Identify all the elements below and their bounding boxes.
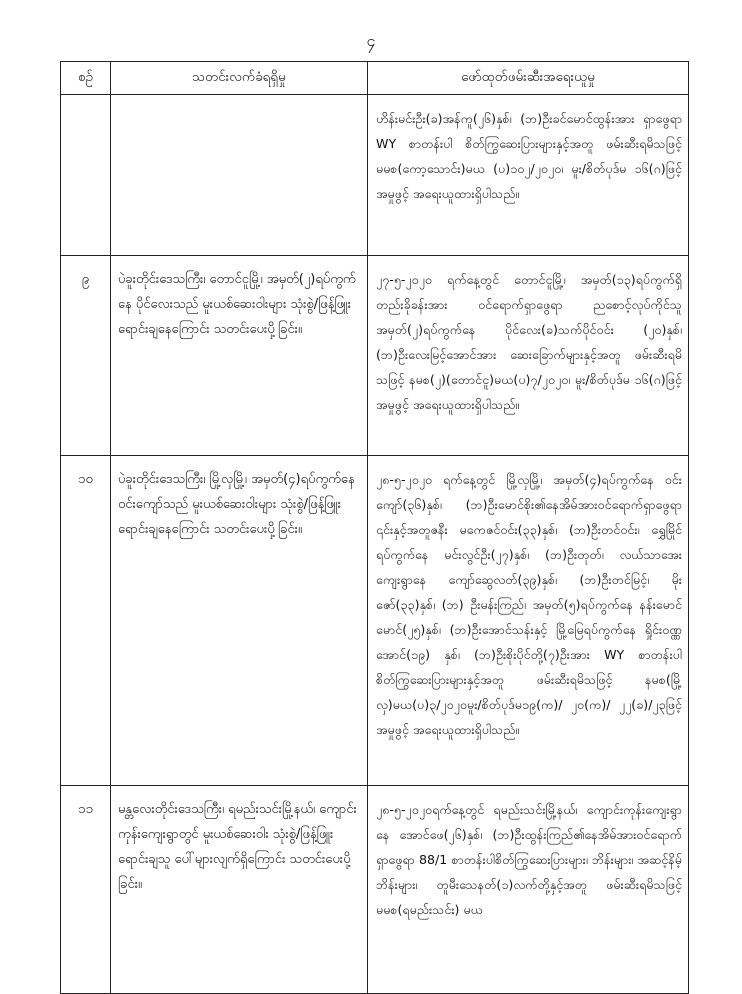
- header-no: စဉ်: [61, 62, 111, 95]
- row-action: ဟိန်းမင်းဦး(ခ)အန်ကူ(၂၆)နှစ်၊ (ဘ)ဦးခင်မောင်ထွန်းအား ရှာဖွေရာ WY စာတန်းပါ စိတ်ကြွဆေးပြားများနှင့်အတူ ဖမ်းဆီးရမိသဖြင့် မမစ(ကော့သောင်း)မယ (ပ)၁၀၂/၂၀၂၀၊ မူး/စိတ်ပုဒ်မ ၁၆(ဂ)ဖြင့် အမှုဖွင့် အရေးယူထားရှိပါသည်။: [368, 95, 689, 256]
- table-row: [61, 786, 689, 994]
- row-number: ၁၀: [61, 456, 111, 786]
- header-subject: သတင်းလက်ခံရရှိမှု: [111, 62, 368, 95]
- header-action: ဖော်ထုတ်ဖမ်းဆီးအရေးယူမှု: [368, 62, 689, 95]
- row-action: ၂၈-၅-၂၀၂၀ရက်နေ့တွင် ရမည်းသင်းမြို့နယ်၊ ကျောင်းကုန်းကျေးရွာနေ အောင်ဖေ(၂၆)နှစ်၊ (ဘ)ဦးထွန်းကြည်၏နေအိမ်အားဝင်ရောက်ရှာဖွေရာ 88/1 စာတန်းပါစိတ်ကြွဆေးပြားများ၊ ဘိန်းများ၊ အဆင့်နိမ့်ဘိန်းများ၊ တူမီးသေနတ်(၁)လက်တို့နှင့်အတူ ဖမ်းဆီးရမိသဖြင့် မမစ(ရမည်းသင်း) မယ: [368, 786, 689, 994]
- page-number: ၄: [366, 31, 376, 50]
- table-row: [61, 456, 689, 786]
- row-number: [61, 95, 111, 256]
- row-subject: ပဲခူးတိုင်းဒေသကြီး၊ တောင်ငူမြို့၊ အမှတ်(၂)ရပ်ကွက်နေ ပိုင်လေးသည် မူးယစ်ဆေးဝါးများ သုံးစွဲ/ဖြန့်ဖြူးရောင်းချနေကြောင်း သတင်းပေးပို့ခြင်း။: [111, 256, 368, 456]
- table-header: [61, 62, 689, 95]
- table-row: [61, 95, 689, 256]
- row-subject: မန္တလေးတိုင်းဒေသကြီး၊ ရမည်းသင်းမြို့နယ်၊ ကျောင်းကုန်းကျေးရွာတွင် မူးယစ်ဆေးဝါး သုံးစွဲ/ဖြန့်ဖြူးရောင်းချသူ ပေါ်များလျက်ရှိကြောင်း သတင်းပေးပို့ခြင်း။: [111, 786, 368, 994]
- row-subject: [111, 95, 368, 256]
- row-subject: ပဲခူးတိုင်းဒေသကြီး၊ မြို့လှမြို့၊ အမှတ်(၄)ရပ်ကွက်နေ ဝင်းကျော်သည် မူးယစ်ဆေးဝါးများ သုံးစွဲ/ဖြန့်ဖြူးရောင်းချနေကြောင်း သတင်းပေးပို့ခြင်း။: [111, 456, 368, 786]
- report-table: [60, 61, 689, 994]
- row-number: ၉: [61, 256, 111, 456]
- row-action: ၂၇-၅-၂၀၂၀ ရက်နေ့တွင် တောင်ငူမြို့၊ အမှတ်(၁၃)ရပ်ကွက်ရှိ တည်းခိုခန်းအား ဝင်ရောက်ရှာဖွေရာ ညစောင့်လုပ်ကိုင်သူ အမှတ်(၂)ရပ်ကွက်နေ ပိုင်လေး(ခ)သက်ပိုင်ဝင်း (၂၀)နှစ်၊ (ဘ)ဦးလေးမြင့်အောင်အား ဆေးခြောက်များနှင့်အတူ ဖမ်းဆီးရမိသဖြင့် နမစ(၂)(တောင်ငူ)မယ(ပ)၇/၂၀၂၀၊ မူး/စိတ်ပုဒ်မ ၁၆(ဂ)ဖြင့် အမှုဖွင့် အရေးယူထားရှိပါသည်။: [368, 256, 689, 456]
- table-row: [61, 256, 689, 456]
- row-action: ၂၈-၅-၂၀၂၀ ရက်နေ့တွင် မြို့လှမြို့၊ အမှတ်(၄)ရပ်ကွက်နေ ဝင်းကျော်(၃၆)နှစ်၊ (ဘ)ဦးမောင်စိုး၏နေအိမ်အားဝင်ရောက်ရှာဖွေရာ ၎င်းနှင့်အတူဇနီး မကေဇင်ဝင်း(၃၃)နှစ်၊ (ဘ)ဦးတင်ဝင်း၊ ရွှေမြိုင်ရပ်ကွက်နေ မင်းလွင်ဦး(၂၇)နှစ်၊ (ဘ)ဦးတုတ်၊ လယ်သာအေးကျေးရွာနေ ကျော်ဆွေလတ်(၃၉)နှစ်၊ (ဘ)ဦးတင်မြင့်၊ မိုးဇော်(၃၃)နှစ်၊ (ဘ) ဦးမန်းကြည်၊ အမှတ်(၅)ရပ်ကွက်နေ နန်းမောင်မောင်(၂၅)နှစ်၊ (ဘ)ဦးအောင်သန်းနှင့် မြို့မြေရပ်ကွက်နေ ရှိုင်းဝဏ္ဏအောင်(၁၉) နှစ်၊ (ဘ)ဦးစိုးပိုင်တို့(၇)ဦးအား WY စာတန်းပါ စိတ်ကြွဆေးပြားများနှင့်အတူ ဖမ်းဆီးရမိသဖြင့် နမစ(မြို့လှ)မယ(ပ)၃/၂၀၂၀မူး/စိတ်ပုဒ်မ၁၉(က)/ ၂၀(က)/ ၂၂(ခ)/၂၃ဖြင့် အမှုဖွင့် အရေးယူထားရှိပါသည်။: [368, 456, 689, 786]
- row-number: ၁၁: [61, 786, 111, 994]
